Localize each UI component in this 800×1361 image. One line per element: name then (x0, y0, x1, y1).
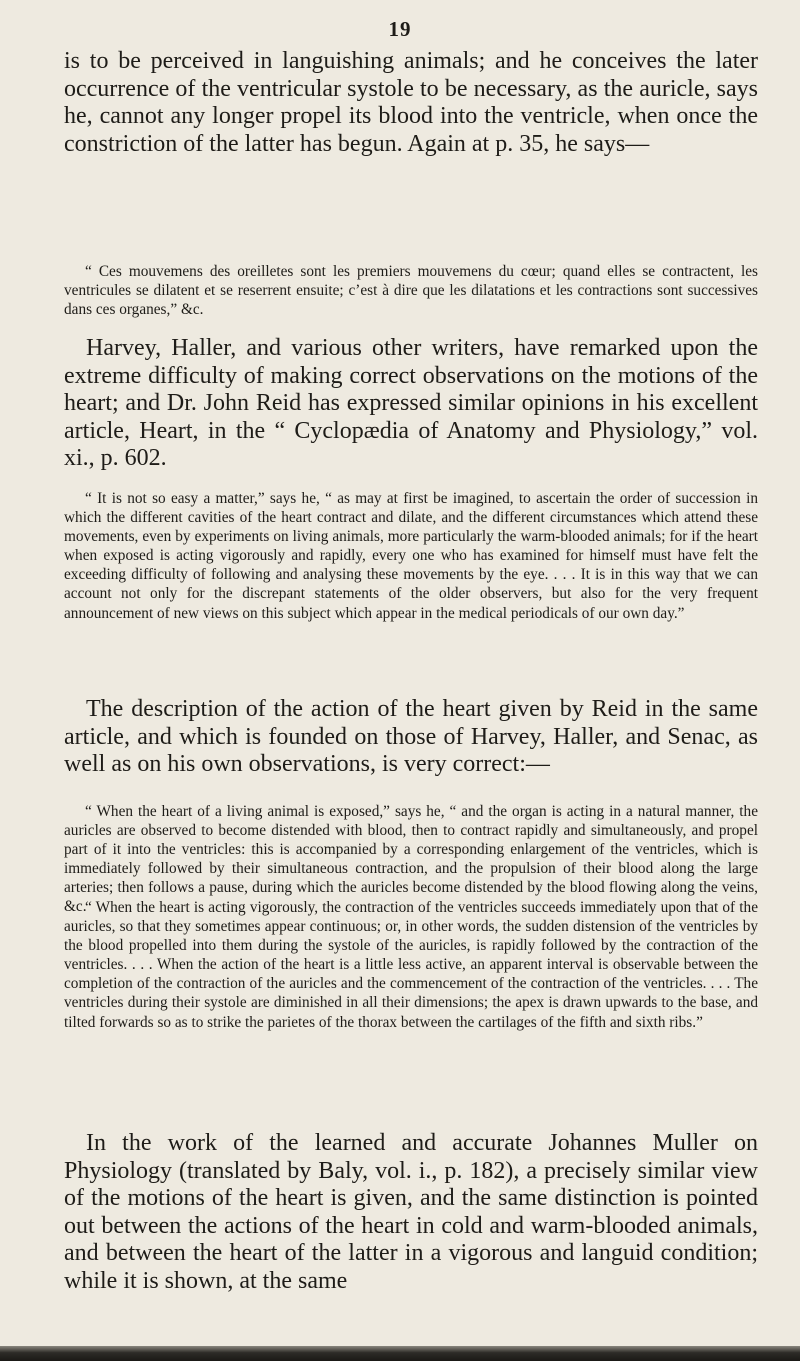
page-number: 19 (388, 17, 412, 41)
quote-reid-description-2: “ When the heart is acting vigorously, the contraction of the ventricles succeeds immediately upon that of the auricles, so that they sometimes appear continuous; or, in other words, the sudden distension of the ventricles by the blood propelled into them during the systole of the auricles, is rapidly followed by the contraction of the ventricles. . . . When the action of the heart is a little less active, an apparent interval is observable between the completion of the contraction of the auricles and the commencement of the contraction of the ventricles. . . . The ventricles during their systole are diminished in all their dimensions; the apex is drawn upwards to the base, and tilted forwards so as to strike the parietes of the thorax between the cartilages of the fifth and sixth ribs.” (64, 899, 758, 1031)
page-bottom-edge (0, 1346, 800, 1361)
paragraph-1: is to be perceived in languishing animals; and he conceives the later occurrence of the ventricular systole to be necessary, as the auricle, says he, cannot any longer propel its blood into the ventricle, when once the constriction of the latter has begun. Again at p. 35, he says— (64, 48, 758, 157)
paragraph-2: Harvey, Haller, and various other writers, have remarked upon the extreme difficulty of making correct observations on the motions of the heart; and Dr. John Reid has expressed similar opinions in his excellent article, Heart, in the “ Cyclopædia of Anatomy and Physiology,” vol. xi., p. 602. (64, 335, 758, 472)
quote-reid-difficulty: “ It is not so easy a matter,” says he, “ as may at first be imagined, to ascertain the order of succession in which the different cavities of the heart contract and dilate, and the different circumstances which attend these movements, even by experiments on living animals, more particularly the warm-blooded animals; for if the heart when exposed is acting vigorously and rapidly, every one who has examined for himself must have felt the exceeding difficulty of following and analysing these movements by the eye. . . . It is in this way that we can account not only for the discrepant statements of the older observers, but also for the very frequent announcement of new views on this subject which appear in the medical periodicals of our own day.” (64, 490, 758, 622)
quote-reid-description-1: “ When the heart of a living animal is exposed,” says he, “ and the organ is acting in a natural manner, the auricles are observed to become distended with blood, then to contract rapidly and simultaneously, and propel part of it into the ventricles: this is accompanied by a corresponding enlargement of the ventricles, which is immediately followed by their simultaneous contraction, and the propulsion of their blood along the large arteries; then follows a pause, during which the auricles become distended by the blood flowing along the veins, &c. (64, 803, 758, 916)
quote-french: “ Ces mouvemens des oreilletes sont les premiers mouvemens du cœur; quand elles se contractent, les ventricules se dilatent et se reserrent ensuite; c’est à dire que les dilatations et les contractions sont successives dans ces organes,” &c. (64, 263, 758, 319)
paragraph-4: In the work of the learned and accurate Johannes Muller on Physiology (translated by Baly, vol. i., p. 182), a precisely similar view of the motions of the heart is given, and the same distinction is pointed out between the actions of the heart in cold and warm-blooded animals, and between the heart of the latter in a vigorous and languid condition; while it is shown, at the same (64, 1130, 758, 1294)
paragraph-3: The description of the action of the heart given by Reid in the same article, and which is founded on those of Harvey, Haller, and Senac, as well as on his own observations, is very correct:— (64, 696, 758, 778)
